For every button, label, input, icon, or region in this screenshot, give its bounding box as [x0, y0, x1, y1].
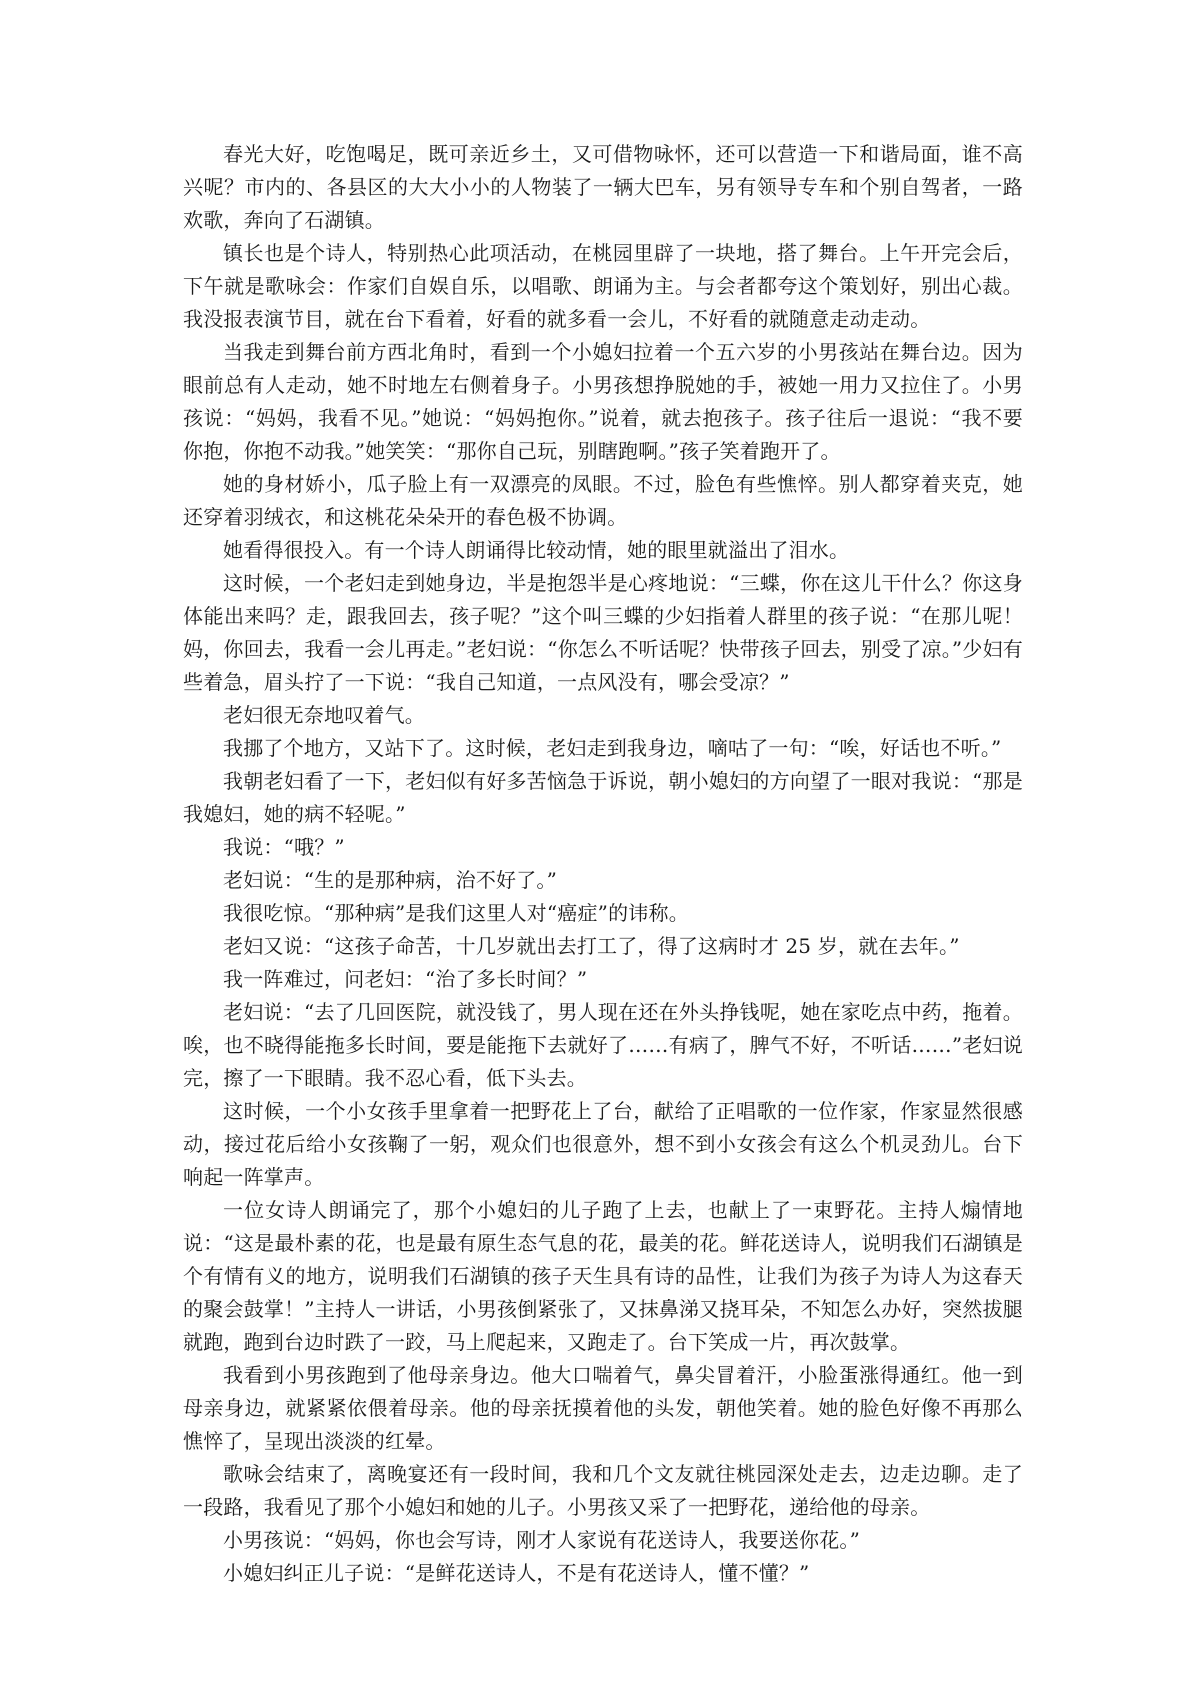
paragraph-9: 我朝老妇看了一下，老妇似有好多苦恼急于诉说，朝小媳妇的方向望了一眼对我说：“那是我媳妇，她的病不轻呢。” — [183, 769, 1023, 826]
paragraph-20: 小男孩说：“妈妈，你也会写诗，刚才人家说有花送诗人，我要送你花。” — [223, 1528, 861, 1552]
paragraph-17: 一位女诗人朗诵完了，那个小媳妇的儿子跑了上去，也献上了一束野花。主持人煽情地说：“这是最朴素的花，也是最有原生态气息的花，最美的花。鲜花送诗人，说明我们石湖镇是个有情有义的地方，说明我们石湖镇的孩子天生具有诗的品性，让我们为孩子为诗人为这春天的聚会鼓掌！”主持人一讲话，小男孩倒紧张了，又抹鼻涕又挠耳朵，不知怎么办好，突然拔腿就跑，跑到台边时跌了一跤，马上爬起来，又跑走了。台下笑成一片，再次鼓掌。 — [183, 1198, 1023, 1354]
paragraph-3: 当我走到舞台前方西北角时，看到一个小媳妇拉着一个五六岁的小男孩站在舞台边。因为眼前总有人走动，她不时地左右侧着身子。小男孩想挣脱她的手，被她一用力又拉住了。小男孩说：“妈妈，我看不见。”她说：“妈妈抱你。”说着，就去抱孩子。孩子往后一退说：“我不要你抱，你抱不动我。”她笑笑：“那你自己玩，别瞎跑啊。”孩子笑着跑开了。 — [183, 340, 1023, 463]
paragraph-15: 老妇说：“去了几回医院，就没钱了，男人现在还在外头挣钱呢，她在家吃点中药，拖着。唉，也不晓得能拖多长时间，要是能拖下去就好了……有病了，脾气不好，不听话……”老妇说完，擦了一下眼睛。我不忍心看，低下头去。 — [183, 1000, 1023, 1090]
paragraph-12: 我很吃惊。“那种病”是我们这里人对“癌症”的讳称。 — [223, 901, 689, 925]
paragraph-21: 小媳妇纠正儿子说：“是鲜花送诗人，不是有花送诗人，懂不懂？” — [223, 1561, 810, 1585]
paragraph-8: 我挪了个地方，又站下了。这时候，老妇走到我身边，嘀咕了一句：“唉，好话也不听。” — [223, 736, 1002, 760]
story-text-page — [183, 138, 1023, 1590]
paragraph-18: 我看到小男孩跑到了他母亲身边。他大口喘着气，鼻尖冒着汗，小脸蛋涨得通红。他一到母亲身边，就紧紧依偎着母亲。他的母亲抚摸着他的头发，朝他笑着。她的脸色好像不再那么憔悴了，呈现出淡淡的红晕。 — [183, 1363, 1023, 1453]
paragraph-6: 这时候，一个老妇走到她身边，半是抱怨半是心疼地说：“三蝶，你在这儿干什么？你这身体能出来吗？走，跟我回去，孩子呢？”这个叫三蝶的少妇指着人群里的孩子说：“在那儿呢！妈，你回去，我看一会儿再走。”老妇说：“你怎么不听话呢？快带孩子回去，别受了凉。”少妇有些着急，眉头拧了一下说：“我自己知道，一点风没有，哪会受凉？” — [183, 571, 1023, 694]
paragraph-2: 镇长也是个诗人，特别热心此项活动，在桃园里辟了一块地，搭了舞台。上午开完会后，下午就是歌咏会：作家们自娱自乐，以唱歌、朗诵为主。与会者都夸这个策划好，别出心裁。我没报表演节目，就在台下看着，好看的就多看一会儿，不好看的就随意走动走动。 — [183, 241, 1023, 331]
paragraph-11: 老妇说：“生的是那种病，治不好了。” — [223, 868, 558, 892]
paragraph-19: 歌咏会结束了，离晚宴还有一段时间，我和几个文友就往桃园深处走去，边走边聊。走了一段路，我看见了那个小媳妇和她的儿子。小男孩又采了一把野花，递给他的母亲。 — [183, 1462, 1023, 1519]
paragraph-14: 我一阵难过，问老妇：“治了多长时间？” — [223, 967, 588, 991]
paragraph-7: 老妇很无奈地叹着气。 — [223, 703, 425, 727]
paragraph-1: 春光大好，吃饱喝足，既可亲近乡土，又可借物咏怀，还可以营造一下和谐局面，谁不高兴呢？市内的、各县区的大大小小的人物装了一辆大巴车，另有领导专车和个别自驾者，一路欢歌，奔向了石湖镇。 — [183, 142, 1023, 232]
paragraph-13: 老妇又说：“这孩子命苦，十几岁就出去打工了，得了这病时才 25 岁，就在去年。” — [223, 934, 960, 958]
paragraph-4: 她的身材娇小，瓜子脸上有一双漂亮的凤眼。不过，脸色有些憔悴。别人都穿着夹克，她还穿着羽绒衣，和这桃花朵朵开的春色极不协调。 — [183, 472, 1023, 529]
paragraph-5: 她看得很投入。有一个诗人朗诵得比较动情，她的眼里就溢出了泪水。 — [223, 538, 850, 562]
paragraph-16: 这时候，一个小女孩手里拿着一把野花上了台，献给了正唱歌的一位作家，作家显然很感动，接过花后给小女孩鞠了一躬，观众们也很意外，想不到小女孩会有这么个机灵劲儿。台下响起一阵掌声。 — [183, 1099, 1023, 1189]
paragraph-10: 我说：“哦？” — [223, 835, 345, 859]
